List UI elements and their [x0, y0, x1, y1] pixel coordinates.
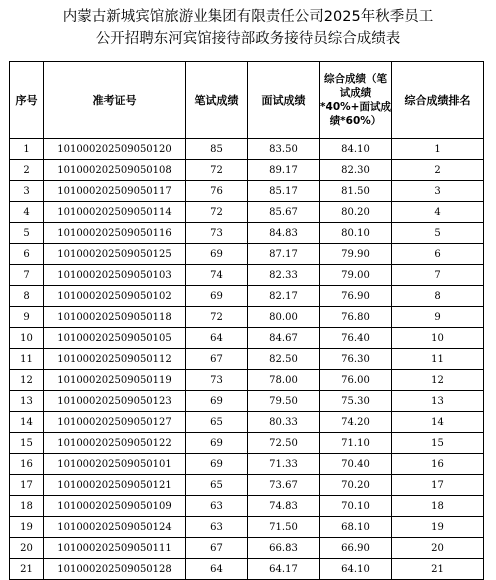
exam-ticket-number-cell: 101000202509050116 [44, 223, 186, 244]
composite-rank-cell: 17 [392, 475, 484, 496]
exam-ticket-number-cell: 101000202509050105 [44, 328, 186, 349]
table-row [10, 496, 484, 517]
composite-rank-cell: 8 [392, 286, 484, 307]
interview-score-cell: 71.33 [248, 454, 320, 475]
header-composite-score: 综合成绩（笔试成绩*40%+面试成绩*60%） [320, 62, 392, 139]
composite-score-cell: 82.30 [320, 160, 392, 181]
composite-score-cell: 79.00 [320, 265, 392, 286]
composite-score-cell: 71.10 [320, 433, 392, 454]
table-header-row [10, 62, 484, 139]
exam-ticket-number-cell: 101000202509050120 [44, 139, 186, 160]
table-row [10, 538, 484, 559]
header-composite-rank: 综合成绩排名 [392, 62, 484, 139]
title-line-1: 内蒙古新城宾馆旅游业集团有限责任公司2025年秋季员工 [62, 9, 434, 25]
exam-ticket-number-cell: 101000202509050127 [44, 412, 186, 433]
serial-number-cell: 15 [10, 433, 44, 454]
exam-ticket-number-cell: 101000202509050122 [44, 433, 186, 454]
written-score-cell: 74 [186, 265, 248, 286]
composite-score-cell: 70.40 [320, 454, 392, 475]
composite-score-cell: 76.30 [320, 349, 392, 370]
serial-number-cell: 2 [10, 160, 44, 181]
composite-rank-cell: 14 [392, 412, 484, 433]
interview-score-cell: 87.17 [248, 244, 320, 265]
header-written-score: 笔试成绩 [186, 62, 248, 139]
interview-score-cell: 71.50 [248, 517, 320, 538]
composite-rank-cell: 18 [392, 496, 484, 517]
composite-score-cell: 68.10 [320, 517, 392, 538]
interview-score-cell: 80.00 [248, 307, 320, 328]
composite-rank-cell: 4 [392, 202, 484, 223]
exam-ticket-number-cell: 101000202509050123 [44, 391, 186, 412]
composite-score-cell: 84.10 [320, 139, 392, 160]
written-score-cell: 72 [186, 307, 248, 328]
serial-number-cell: 18 [10, 496, 44, 517]
score-table [9, 61, 484, 580]
table-row [10, 412, 484, 433]
composite-score-cell: 80.20 [320, 202, 392, 223]
table-row [10, 328, 484, 349]
composite-score-cell: 76.90 [320, 286, 392, 307]
exam-ticket-number-cell: 101000202509050101 [44, 454, 186, 475]
composite-rank-cell: 20 [392, 538, 484, 559]
table-row [10, 475, 484, 496]
serial-number-cell: 12 [10, 370, 44, 391]
written-score-cell: 67 [186, 538, 248, 559]
composite-score-cell: 75.30 [320, 391, 392, 412]
written-score-cell: 65 [186, 475, 248, 496]
serial-number-cell: 21 [10, 559, 44, 580]
written-score-cell: 63 [186, 496, 248, 517]
serial-number-cell: 5 [10, 223, 44, 244]
table-row [10, 307, 484, 328]
composite-rank-cell: 11 [392, 349, 484, 370]
table-row [10, 139, 484, 160]
serial-number-cell: 8 [10, 286, 44, 307]
written-score-cell: 69 [186, 454, 248, 475]
composite-score-cell: 70.20 [320, 475, 392, 496]
composite-score-cell: 76.00 [320, 370, 392, 391]
exam-ticket-number-cell: 101000202509050111 [44, 538, 186, 559]
interview-score-cell: 84.67 [248, 328, 320, 349]
interview-score-cell: 82.17 [248, 286, 320, 307]
title-line-2: 公开招聘东河宾馆接待部政务接待员综合成绩表 [95, 31, 401, 47]
written-score-cell: 65 [186, 412, 248, 433]
table-row [10, 181, 484, 202]
composite-rank-cell: 10 [392, 328, 484, 349]
written-score-cell: 72 [186, 160, 248, 181]
written-score-cell: 85 [186, 139, 248, 160]
interview-score-cell: 74.83 [248, 496, 320, 517]
composite-rank-cell: 5 [392, 223, 484, 244]
table-row [10, 559, 484, 580]
table-row [10, 202, 484, 223]
table-row [10, 370, 484, 391]
header-serial-number: 序号 [10, 62, 44, 139]
composite-rank-cell: 3 [392, 181, 484, 202]
serial-number-cell: 4 [10, 202, 44, 223]
written-score-cell: 73 [186, 223, 248, 244]
composite-rank-cell: 16 [392, 454, 484, 475]
written-score-cell: 76 [186, 181, 248, 202]
table-row [10, 160, 484, 181]
serial-number-cell: 1 [10, 139, 44, 160]
composite-rank-cell: 13 [392, 391, 484, 412]
serial-number-cell: 10 [10, 328, 44, 349]
score-table-body [10, 139, 484, 580]
composite-score-cell: 79.90 [320, 244, 392, 265]
exam-ticket-number-cell: 101000202509050103 [44, 265, 186, 286]
written-score-cell: 64 [186, 328, 248, 349]
composite-score-cell: 80.10 [320, 223, 392, 244]
table-row [10, 349, 484, 370]
serial-number-cell: 20 [10, 538, 44, 559]
header-exam-ticket-number: 准考证号 [44, 62, 186, 139]
header-interview-score: 面试成绩 [248, 62, 320, 139]
interview-score-cell: 73.67 [248, 475, 320, 496]
composite-rank-cell: 12 [392, 370, 484, 391]
exam-ticket-number-cell: 101000202509050124 [44, 517, 186, 538]
exam-ticket-number-cell: 101000202509050125 [44, 244, 186, 265]
composite-rank-cell: 6 [392, 244, 484, 265]
serial-number-cell: 9 [10, 307, 44, 328]
exam-ticket-number-cell: 101000202509050109 [44, 496, 186, 517]
serial-number-cell: 7 [10, 265, 44, 286]
interview-score-cell: 82.33 [248, 265, 320, 286]
composite-score-cell: 74.20 [320, 412, 392, 433]
written-score-cell: 72 [186, 202, 248, 223]
table-row [10, 454, 484, 475]
interview-score-cell: 64.17 [248, 559, 320, 580]
interview-score-cell: 85.67 [248, 202, 320, 223]
table-row [10, 286, 484, 307]
written-score-cell: 64 [186, 559, 248, 580]
serial-number-cell: 11 [10, 349, 44, 370]
composite-rank-cell: 15 [392, 433, 484, 454]
interview-score-cell: 79.50 [248, 391, 320, 412]
written-score-cell: 67 [186, 349, 248, 370]
composite-rank-cell: 19 [392, 517, 484, 538]
table-row [10, 517, 484, 538]
interview-score-cell: 83.50 [248, 139, 320, 160]
written-score-cell: 69 [186, 286, 248, 307]
composite-score-cell: 64.10 [320, 559, 392, 580]
interview-score-cell: 80.33 [248, 412, 320, 433]
exam-ticket-number-cell: 101000202509050102 [44, 286, 186, 307]
written-score-cell: 69 [186, 433, 248, 454]
serial-number-cell: 16 [10, 454, 44, 475]
composite-rank-cell: 1 [392, 139, 484, 160]
exam-ticket-number-cell: 101000202509050117 [44, 181, 186, 202]
composite-score-cell: 76.40 [320, 328, 392, 349]
written-score-cell: 63 [186, 517, 248, 538]
interview-score-cell: 82.50 [248, 349, 320, 370]
written-score-cell: 73 [186, 370, 248, 391]
composite-rank-cell: 7 [392, 265, 484, 286]
interview-score-cell: 85.17 [248, 181, 320, 202]
written-score-cell: 69 [186, 391, 248, 412]
exam-ticket-number-cell: 101000202509050118 [44, 307, 186, 328]
table-row [10, 391, 484, 412]
composite-score-cell: 81.50 [320, 181, 392, 202]
composite-rank-cell: 21 [392, 559, 484, 580]
document-title [0, 6, 496, 50]
serial-number-cell: 19 [10, 517, 44, 538]
exam-ticket-number-cell: 101000202509050128 [44, 559, 186, 580]
composite-score-cell: 66.90 [320, 538, 392, 559]
table-row [10, 244, 484, 265]
serial-number-cell: 17 [10, 475, 44, 496]
composite-rank-cell: 9 [392, 307, 484, 328]
exam-ticket-number-cell: 101000202509050121 [44, 475, 186, 496]
interview-score-cell: 66.83 [248, 538, 320, 559]
exam-ticket-number-cell: 101000202509050112 [44, 349, 186, 370]
composite-score-cell: 76.80 [320, 307, 392, 328]
exam-ticket-number-cell: 101000202509050114 [44, 202, 186, 223]
written-score-cell: 69 [186, 244, 248, 265]
serial-number-cell: 3 [10, 181, 44, 202]
interview-score-cell: 84.83 [248, 223, 320, 244]
interview-score-cell: 78.00 [248, 370, 320, 391]
exam-ticket-number-cell: 101000202509050119 [44, 370, 186, 391]
table-row [10, 433, 484, 454]
interview-score-cell: 89.17 [248, 160, 320, 181]
exam-ticket-number-cell: 101000202509050108 [44, 160, 186, 181]
composite-score-cell: 70.10 [320, 496, 392, 517]
serial-number-cell: 14 [10, 412, 44, 433]
table-row [10, 265, 484, 286]
composite-rank-cell: 2 [392, 160, 484, 181]
interview-score-cell: 72.50 [248, 433, 320, 454]
table-row [10, 223, 484, 244]
serial-number-cell: 13 [10, 391, 44, 412]
serial-number-cell: 6 [10, 244, 44, 265]
